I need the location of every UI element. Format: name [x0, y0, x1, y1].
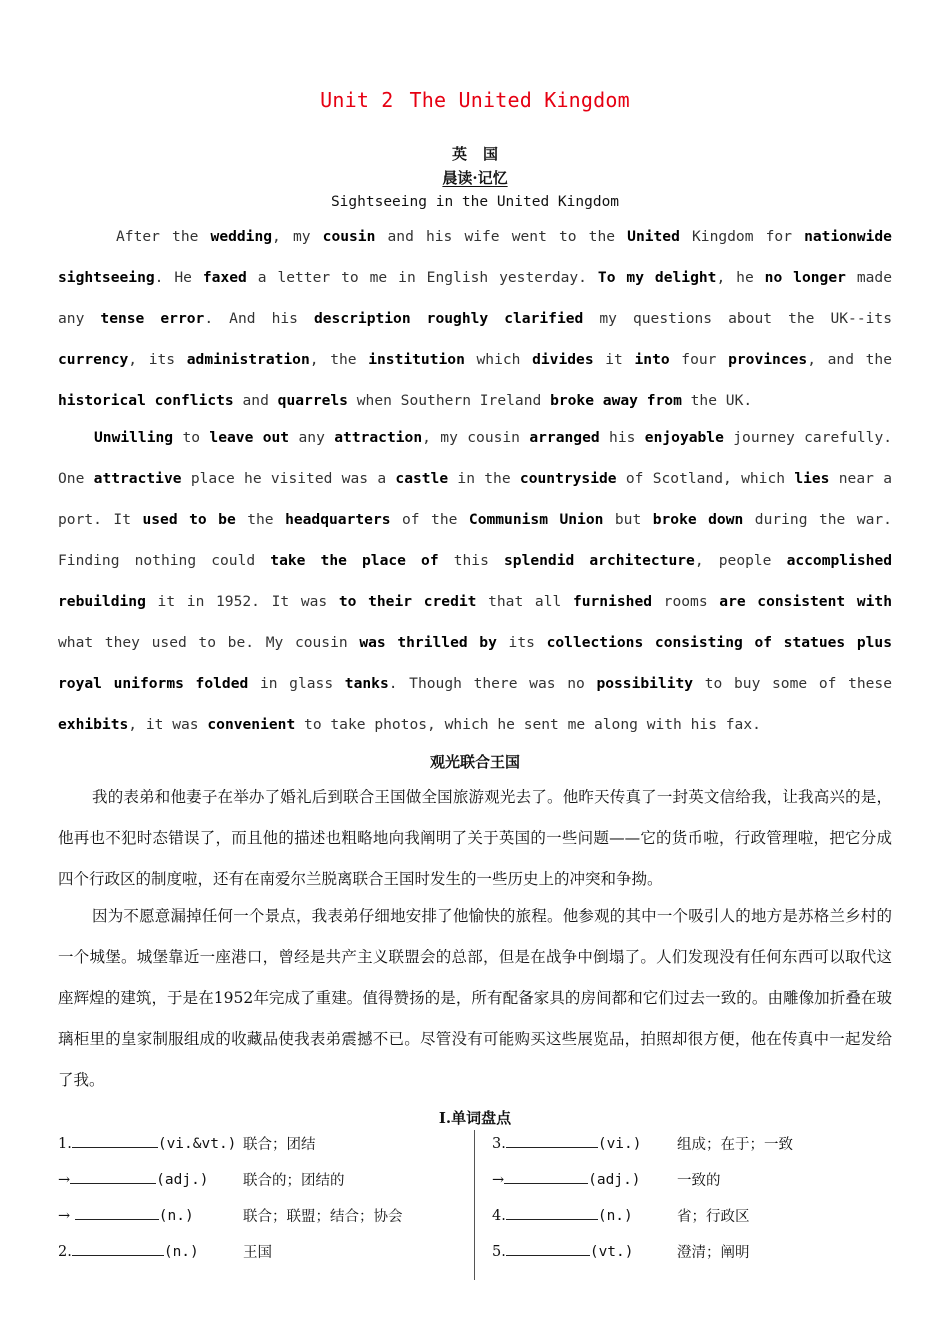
cn-paragraph-2: 因为不愿意漏掉任何一个景点，我表弟仔细地安排了他愉快的旅程。他参观的其中一个吸引人的地方是苏格兰乡村的一个城堡。城堡靠近一座港口，曾经是共产主义联盟会的总部，但是在战争中倒塌了。人们发现没有任何东西可以取代这座辉煌的建筑，于是在1952年完成了重建。值得赞扬的是，所有配备家具的房间都和它们过去一致的。由雕像加折叠在玻璃柜里的皇家制服组成的收藏品使我表弟震撼不已。尽管没有可能购买这些展览品，拍照却很方便，他在传真中一起发给了我。	[58, 907, 892, 1089]
cn-title: 英国	[451, 145, 514, 163]
section-heading: 晨读·记忆	[442, 169, 508, 187]
answer-blank[interactable]	[506, 1133, 598, 1148]
vocab-item: → (adj.) 联合的；团结的	[58, 1169, 209, 1191]
vocab-item: 4. (n.) 省；行政区	[492, 1205, 633, 1227]
answer-blank[interactable]	[504, 1169, 588, 1184]
vocab-item: → (n.) 联合；联盟；结合；协会	[58, 1205, 194, 1227]
answer-blank[interactable]	[72, 1133, 158, 1148]
vocab-item: 5. (vt.) 澄清；阐明	[492, 1241, 634, 1263]
answer-blank[interactable]	[70, 1169, 156, 1184]
unit-title: The United Kingdom	[409, 88, 630, 112]
en-paragraph-2: Unwilling to leave out any attraction, my cousin arranged his enjoyable journey carefully. One attractive place he visited was a castle in the countryside of Scotland, which lies near a port. It used to be the headquarters of the Communism Union but broke down during the war. Finding nothing could take the place of this splendid architecture, people accomplished rebuilding it in 1952. It was to their credit that all furnished rooms are consistent with what they used to be. My cousin was thrilled by its collections consisting of statues plus royal uniforms folded in glass tanks. Though there was no possibility to buy some of these exhibits, it was convenient to take photos, which he sent me along with his fax.	[58, 429, 893, 733]
en-paragraph-1: After the wedding, my cousin and his wife went to the United Kingdom for nationwide sightseeing. He faxed a letter to me in English yesterday. To my delight, he no longer made any tense error. And his description roughly clarified my questions about the UK--its currency, its administration, the institution which divides it into four provinces, and the historical conflicts and quarrels when Southern Ireland broke away from the UK.	[58, 228, 892, 409]
page-title	[0, 88, 950, 112]
answer-blank[interactable]	[506, 1241, 590, 1256]
vocab-item: 2. (n.) 王国	[58, 1241, 199, 1263]
vocab-item: → (adj.) 一致的	[492, 1169, 641, 1191]
answer-blank[interactable]	[506, 1205, 598, 1220]
answer-blank[interactable]	[72, 1241, 164, 1256]
answer-blank[interactable]	[75, 1205, 159, 1220]
vocab-item: 3. (vi.) 组成；在于；一致	[492, 1133, 642, 1155]
vocab-section-title: I.单词盘点	[438, 1109, 512, 1127]
cn-passage-title: 观光联合王国	[429, 753, 520, 771]
cn-paragraph-1: 我的表弟和他妻子在举办了婚礼后到联合王国做全国旅游观光去了。他昨天传真了一封英文信给我，让我高兴的是，他再也不犯时态错误了，而且他的描述也粗略地向我阐明了关于英国的一些问题——它的货币啦，行政管理啦，把它分成四个行政区的制度啦，还有在南爱尔兰脱离联合王国时发生的一些历史上的冲突和争拗。	[58, 788, 892, 888]
unit-label: Unit 2	[320, 88, 394, 112]
column-divider	[474, 1130, 475, 1280]
vocab-item: 1. (vi.&vt.) 联合；团结	[58, 1133, 236, 1155]
reading-title: Sightseeing in the United Kingdom	[330, 194, 620, 210]
